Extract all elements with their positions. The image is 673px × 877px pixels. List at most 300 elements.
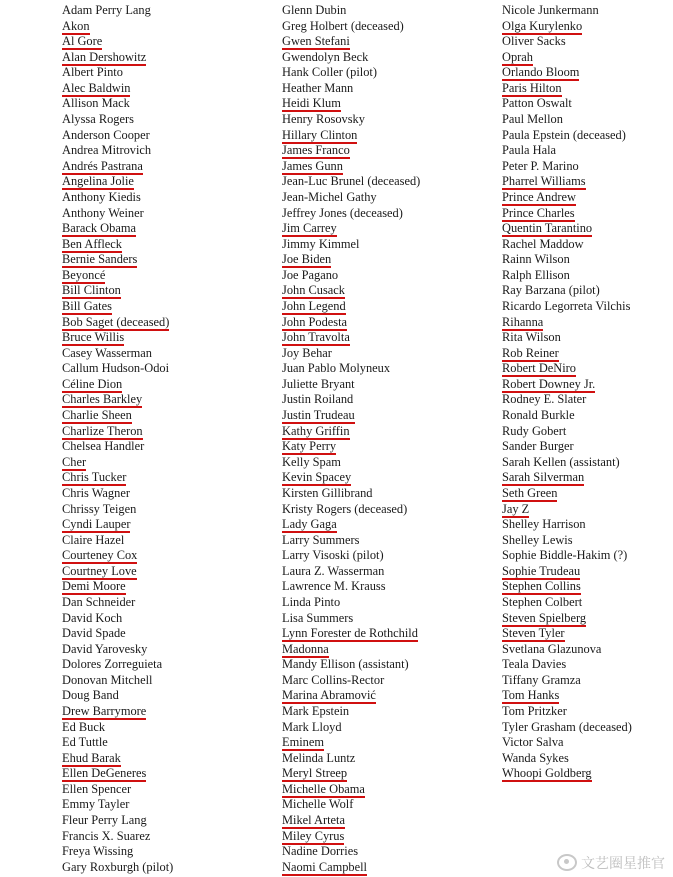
name-text: Kirsten Gillibrand — [282, 485, 373, 500]
underlined-name: Steven Spielberg — [502, 610, 587, 625]
list-item — [502, 128, 672, 144]
list-item — [502, 548, 672, 564]
list-item — [282, 252, 482, 268]
underlined-name: Prince Andrew — [502, 189, 576, 204]
name-text: Alyssa Rogers — [62, 112, 134, 127]
list-item — [502, 361, 672, 377]
list-item — [502, 283, 672, 299]
list-item — [502, 642, 672, 658]
list-item — [502, 688, 672, 704]
name-text: Peter P. Marino — [502, 158, 579, 173]
list-item — [502, 81, 672, 97]
name-text: Casey Wasserman — [62, 345, 152, 360]
list-item — [282, 533, 482, 549]
list-item — [62, 564, 262, 580]
underlined-name: Eminem — [282, 735, 324, 750]
list-item — [62, 128, 262, 144]
list-item — [282, 579, 482, 595]
list-item — [62, 299, 262, 315]
name-text: Gary Roxburgh (pilot) — [62, 859, 174, 874]
underlined-name: Demi Moore — [62, 579, 126, 594]
name-text: Paula Hala — [502, 143, 557, 158]
list-item — [282, 657, 482, 673]
underlined-name: John Cusack — [282, 283, 345, 298]
list-item — [282, 221, 482, 237]
underlined-name: James Gunn — [282, 158, 343, 173]
list-item — [282, 315, 482, 331]
list-item — [282, 735, 482, 751]
list-item — [502, 174, 672, 190]
list-item — [62, 252, 262, 268]
list-item — [282, 3, 482, 19]
underlined-name: Justin Trudeau — [282, 408, 355, 423]
list-item — [502, 751, 672, 767]
name-text: Joe Pagano — [282, 267, 339, 282]
underlined-name: Bob Saget (deceased) — [62, 314, 170, 329]
list-item — [502, 470, 672, 486]
list-item — [282, 112, 482, 128]
name-text: Dan Schneider — [62, 594, 136, 609]
name-text: Tiffany Gramza — [502, 672, 581, 687]
list-item — [502, 34, 672, 50]
name-text: Paul Mellon — [502, 112, 563, 127]
list-item — [62, 813, 262, 829]
list-item — [502, 206, 672, 222]
list-item — [62, 595, 262, 611]
name-text: Andrea Mitrovich — [62, 143, 152, 158]
underlined-name: Olga Kurylenko — [502, 18, 583, 33]
list-item — [282, 346, 482, 362]
name-text: Ellen Spencer — [62, 781, 132, 796]
list-item — [282, 361, 482, 377]
name-text: Sophie Biddle-Hakim (?) — [502, 548, 628, 563]
list-item — [282, 392, 482, 408]
name-text: Anthony Kiedis — [62, 189, 141, 204]
list-item — [282, 34, 482, 50]
list-item — [62, 221, 262, 237]
list-item — [62, 611, 262, 627]
list-item — [502, 96, 672, 112]
list-item — [502, 268, 672, 284]
underlined-name: Angelina Jolie — [62, 174, 134, 189]
list-item — [282, 96, 482, 112]
name-text: Marc Collins-Rector — [282, 672, 385, 687]
name-text: Tyler Grasham (deceased) — [502, 719, 632, 734]
name-text: Glenn Dubin — [282, 3, 347, 17]
name-text: Ray Barzana (pilot) — [502, 283, 600, 298]
list-item — [62, 34, 262, 50]
name-text: Heather Mann — [282, 80, 354, 95]
list-item — [282, 470, 482, 486]
list-item — [502, 735, 672, 751]
list-item — [62, 533, 262, 549]
list-item — [282, 268, 482, 284]
name-text: Albert Pinto — [62, 65, 123, 80]
list-item — [62, 720, 262, 736]
list-item — [62, 174, 262, 190]
list-item — [282, 688, 482, 704]
name-text: Donovan Mitchell — [62, 672, 153, 687]
list-item — [62, 673, 262, 689]
name-text: Jean-Luc Brunel (deceased) — [282, 174, 421, 189]
list-item — [282, 751, 482, 767]
name-text: Kristy Rogers (deceased) — [282, 501, 408, 516]
underlined-name: James Franco — [282, 143, 350, 158]
underlined-name: Seth Green — [502, 485, 558, 500]
list-item — [282, 502, 482, 518]
name-text: Fleur Perry Lang — [62, 813, 147, 828]
name-text: Svetlana Glazunova — [502, 641, 602, 656]
name-text: Juliette Bryant — [282, 376, 355, 391]
list-item — [502, 579, 672, 595]
list-item — [282, 283, 482, 299]
underlined-name: Jim Carrey — [282, 221, 337, 236]
underlined-name: Bill Clinton — [62, 283, 121, 298]
list-item — [62, 143, 262, 159]
underlined-name: Céline Dion — [62, 376, 123, 391]
list-item — [282, 330, 482, 346]
underlined-name: Beyoncé — [62, 267, 106, 282]
name-text: Sarah Kellen (assistant) — [502, 454, 620, 469]
name-text: Justin Roiland — [282, 392, 354, 407]
underlined-name: Paris Hilton — [502, 80, 562, 95]
name-text: Hank Coller (pilot) — [282, 65, 377, 80]
list-item — [62, 751, 262, 767]
list-item — [502, 3, 672, 19]
underlined-name: Naomi Campbell — [282, 859, 367, 874]
underlined-name: Orlando Bloom — [502, 65, 580, 80]
weibo-icon — [557, 854, 577, 871]
list-item — [502, 237, 672, 253]
name-text: Rachel Maddow — [502, 236, 584, 251]
list-item — [62, 579, 262, 595]
name-column-3 — [502, 3, 672, 782]
underlined-name: John Travolta — [282, 330, 350, 345]
list-item — [62, 626, 262, 642]
underlined-name: Cyndi Lauper — [62, 517, 131, 532]
list-item — [282, 486, 482, 502]
list-item — [502, 424, 672, 440]
underlined-name: Ehud Barak — [62, 750, 121, 765]
list-item — [282, 673, 482, 689]
underlined-name: Charlie Sheen — [62, 408, 132, 423]
underlined-name: Heidi Klum — [282, 96, 341, 111]
list-item — [62, 470, 262, 486]
name-text: Tom Pritzker — [502, 704, 567, 719]
list-item — [62, 377, 262, 393]
underlined-name: Kathy Griffin — [282, 423, 350, 438]
list-item — [62, 657, 262, 673]
name-text: David Spade — [62, 626, 126, 641]
underlined-name: Al Gore — [62, 34, 103, 49]
list-item — [62, 19, 262, 35]
list-item — [502, 159, 672, 175]
list-item — [282, 65, 482, 81]
list-item — [282, 50, 482, 66]
list-item — [62, 688, 262, 704]
underlined-name: Mikel Arteta — [282, 813, 345, 828]
list-item — [62, 346, 262, 362]
list-item — [62, 486, 262, 502]
list-item — [282, 174, 482, 190]
list-item — [62, 548, 262, 564]
name-text: Lisa Summers — [282, 610, 354, 625]
list-item — [62, 206, 262, 222]
list-item — [282, 439, 482, 455]
list-item — [282, 611, 482, 627]
list-item — [502, 673, 672, 689]
name-text: Allison Mack — [62, 96, 130, 111]
name-text: Ralph Ellison — [502, 267, 570, 282]
list-item — [502, 50, 672, 66]
underlined-name: Lynn Forester de Rothchild — [282, 626, 418, 641]
name-text: Anderson Cooper — [62, 127, 150, 142]
name-text: Jeffrey Jones (deceased) — [282, 205, 403, 220]
list-item — [282, 797, 482, 813]
name-text: Chris Wagner — [62, 485, 130, 500]
list-item — [282, 564, 482, 580]
list-item — [62, 860, 262, 876]
underlined-name: Quentin Tarantino — [502, 221, 593, 236]
name-text: Claire Hazel — [62, 532, 125, 547]
underlined-name: Stephen Collins — [502, 579, 581, 594]
underlined-name: Akon — [62, 18, 90, 33]
name-text: Adam Perry Lang — [62, 3, 151, 17]
list-item — [62, 408, 262, 424]
name-text: Gwendolyn Beck — [282, 49, 369, 64]
name-text: Freya Wissing — [62, 844, 134, 859]
list-item — [282, 237, 482, 253]
underlined-name: Ben Affleck — [62, 236, 122, 251]
list-item — [282, 128, 482, 144]
list-item — [62, 315, 262, 331]
list-item — [62, 268, 262, 284]
underlined-name: Charles Barkley — [62, 392, 143, 407]
underlined-name: Chris Tucker — [62, 470, 127, 485]
name-text: Nadine Dorries — [282, 844, 359, 859]
underlined-name: Madonna — [282, 641, 329, 656]
name-column-2 — [282, 3, 482, 875]
underlined-name: Ellen DeGeneres — [62, 766, 147, 781]
list-item — [282, 299, 482, 315]
name-text: David Koch — [62, 610, 123, 625]
underlined-name: Rihanna — [502, 314, 544, 329]
underlined-name: Cher — [62, 454, 87, 469]
name-text: Kelly Spam — [282, 454, 341, 469]
underlined-name: Lady Gaga — [282, 517, 337, 532]
watermark — [557, 853, 665, 873]
underlined-name: Robert Downey Jr. — [502, 376, 596, 391]
underlined-name: Prince Charles — [502, 205, 575, 220]
name-text: Ronald Burkle — [502, 408, 575, 423]
name-text: Anthony Weiner — [62, 205, 144, 220]
name-text: Laura Z. Wasserman — [282, 563, 385, 578]
list-item — [502, 299, 672, 315]
list-item — [62, 844, 262, 860]
name-text: Mark Epstein — [282, 704, 350, 719]
name-text: Chelsea Handler — [62, 439, 145, 454]
name-text: Lawrence M. Krauss — [282, 579, 386, 594]
list-item — [502, 408, 672, 424]
underlined-name: Charlize Theron — [62, 423, 143, 438]
list-item — [62, 704, 262, 720]
list-item — [62, 190, 262, 206]
list-item — [502, 377, 672, 393]
underlined-name: Marina Abramović — [282, 688, 376, 703]
list-item — [502, 19, 672, 35]
list-item — [502, 595, 672, 611]
list-item — [502, 502, 672, 518]
list-item — [62, 65, 262, 81]
underlined-name: Miley Cyrus — [282, 828, 345, 843]
list-item — [282, 517, 482, 533]
underlined-name: Courtney Love — [62, 563, 137, 578]
list-item — [282, 159, 482, 175]
list-item — [282, 642, 482, 658]
list-item — [62, 797, 262, 813]
name-text: Patton Oswalt — [502, 96, 572, 111]
watermark-text: 文艺圈星推官 — [581, 856, 665, 872]
name-text: Stephen Colbert — [502, 594, 583, 609]
underlined-name: Steven Tyler — [502, 626, 565, 641]
list-item — [62, 782, 262, 798]
underlined-name: Bill Gates — [62, 298, 112, 313]
name-text: Paula Epstein (deceased) — [502, 127, 626, 142]
name-text: Rudy Gobert — [502, 423, 567, 438]
list-item — [282, 782, 482, 798]
list-item — [502, 517, 672, 533]
list-item — [282, 377, 482, 393]
name-text: Sander Burger — [502, 439, 574, 454]
list-item — [502, 626, 672, 642]
underlined-name: Gwen Stefani — [282, 34, 350, 49]
name-text: Juan Pablo Molyneux — [282, 361, 391, 376]
name-text: Nicole Junkermann — [502, 3, 599, 17]
name-text: Jean-Michel Gathy — [282, 189, 377, 204]
list-item — [502, 486, 672, 502]
list-item — [502, 346, 672, 362]
list-item — [62, 159, 262, 175]
name-text: Dolores Zorreguieta — [62, 657, 163, 672]
underlined-name: Michelle Obama — [282, 781, 365, 796]
list-item — [62, 361, 262, 377]
name-text: Joy Behar — [282, 345, 332, 360]
list-item — [62, 735, 262, 751]
list-item — [62, 642, 262, 658]
name-text: Larry Summers — [282, 532, 360, 547]
list-item — [282, 704, 482, 720]
list-item — [282, 720, 482, 736]
list-item — [502, 704, 672, 720]
name-text: Chrissy Teigen — [62, 501, 137, 516]
name-text: Linda Pinto — [282, 594, 341, 609]
name-text: Jimmy Kimmel — [282, 236, 360, 251]
name-text: Teala Davies — [502, 657, 567, 672]
name-column-1 — [62, 3, 262, 875]
list-item — [62, 96, 262, 112]
list-item — [62, 424, 262, 440]
underlined-name: Sarah Silverman — [502, 470, 585, 485]
list-item — [502, 315, 672, 331]
name-text: Rainn Wilson — [502, 252, 570, 267]
list-item — [502, 657, 672, 673]
list-item — [62, 455, 262, 471]
underlined-name: Tom Hanks — [502, 688, 560, 703]
underlined-name: Alan Dershowitz — [62, 49, 147, 64]
list-item — [62, 392, 262, 408]
list-item — [62, 81, 262, 97]
name-text: Rita Wilson — [502, 330, 561, 345]
list-item — [282, 408, 482, 424]
name-text: Mandy Ellison (assistant) — [282, 657, 409, 672]
list-item — [62, 502, 262, 518]
name-text: Victor Salva — [502, 735, 564, 750]
name-text: Rodney E. Slater — [502, 392, 587, 407]
list-item — [62, 50, 262, 66]
name-text: Oliver Sacks — [502, 34, 566, 49]
list-item — [502, 392, 672, 408]
list-item — [282, 766, 482, 782]
underlined-name: Hillary Clinton — [282, 127, 358, 142]
underlined-name: John Podesta — [282, 314, 348, 329]
underlined-name: Sophie Trudeau — [502, 563, 581, 578]
list-item — [62, 439, 262, 455]
list-item — [282, 548, 482, 564]
underlined-name: Oprah — [502, 49, 533, 64]
list-item — [282, 81, 482, 97]
underlined-name: Alec Baldwin — [62, 80, 131, 95]
name-text: Shelley Lewis — [502, 532, 573, 547]
name-text: Francis X. Suarez — [62, 828, 151, 843]
list-item — [502, 330, 672, 346]
list-item — [502, 720, 672, 736]
list-item — [62, 829, 262, 845]
list-item — [502, 455, 672, 471]
underlined-name: Meryl Streep — [282, 766, 348, 781]
list-item — [282, 424, 482, 440]
list-item — [282, 813, 482, 829]
underlined-name: Courteney Cox — [62, 548, 138, 563]
name-text: David Yarovesky — [62, 641, 148, 656]
list-item — [282, 455, 482, 471]
list-item — [282, 595, 482, 611]
list-item — [62, 112, 262, 128]
name-text: Wanda Sykes — [502, 750, 569, 765]
underlined-name: Pharrel Williams — [502, 174, 586, 189]
name-text: Henry Rosovsky — [282, 112, 365, 127]
list-item — [282, 844, 482, 860]
list-item — [62, 517, 262, 533]
underlined-name: Andrés Pastrana — [62, 158, 143, 173]
list-item — [282, 190, 482, 206]
list-item — [502, 611, 672, 627]
list-item — [502, 564, 672, 580]
list-item — [502, 252, 672, 268]
list-item — [282, 19, 482, 35]
name-text: Greg Holbert (deceased) — [282, 18, 404, 33]
list-item — [62, 283, 262, 299]
list-item — [502, 533, 672, 549]
list-item — [502, 65, 672, 81]
list-item — [62, 330, 262, 346]
list-item — [282, 829, 482, 845]
underlined-name: Barack Obama — [62, 221, 136, 236]
underlined-name: Kevin Spacey — [282, 470, 352, 485]
name-text: Michelle Wolf — [282, 797, 354, 812]
name-text: Mark Lloyd — [282, 719, 342, 734]
underlined-name: Joe Biden — [282, 252, 332, 267]
name-text: Doug Band — [62, 688, 119, 703]
